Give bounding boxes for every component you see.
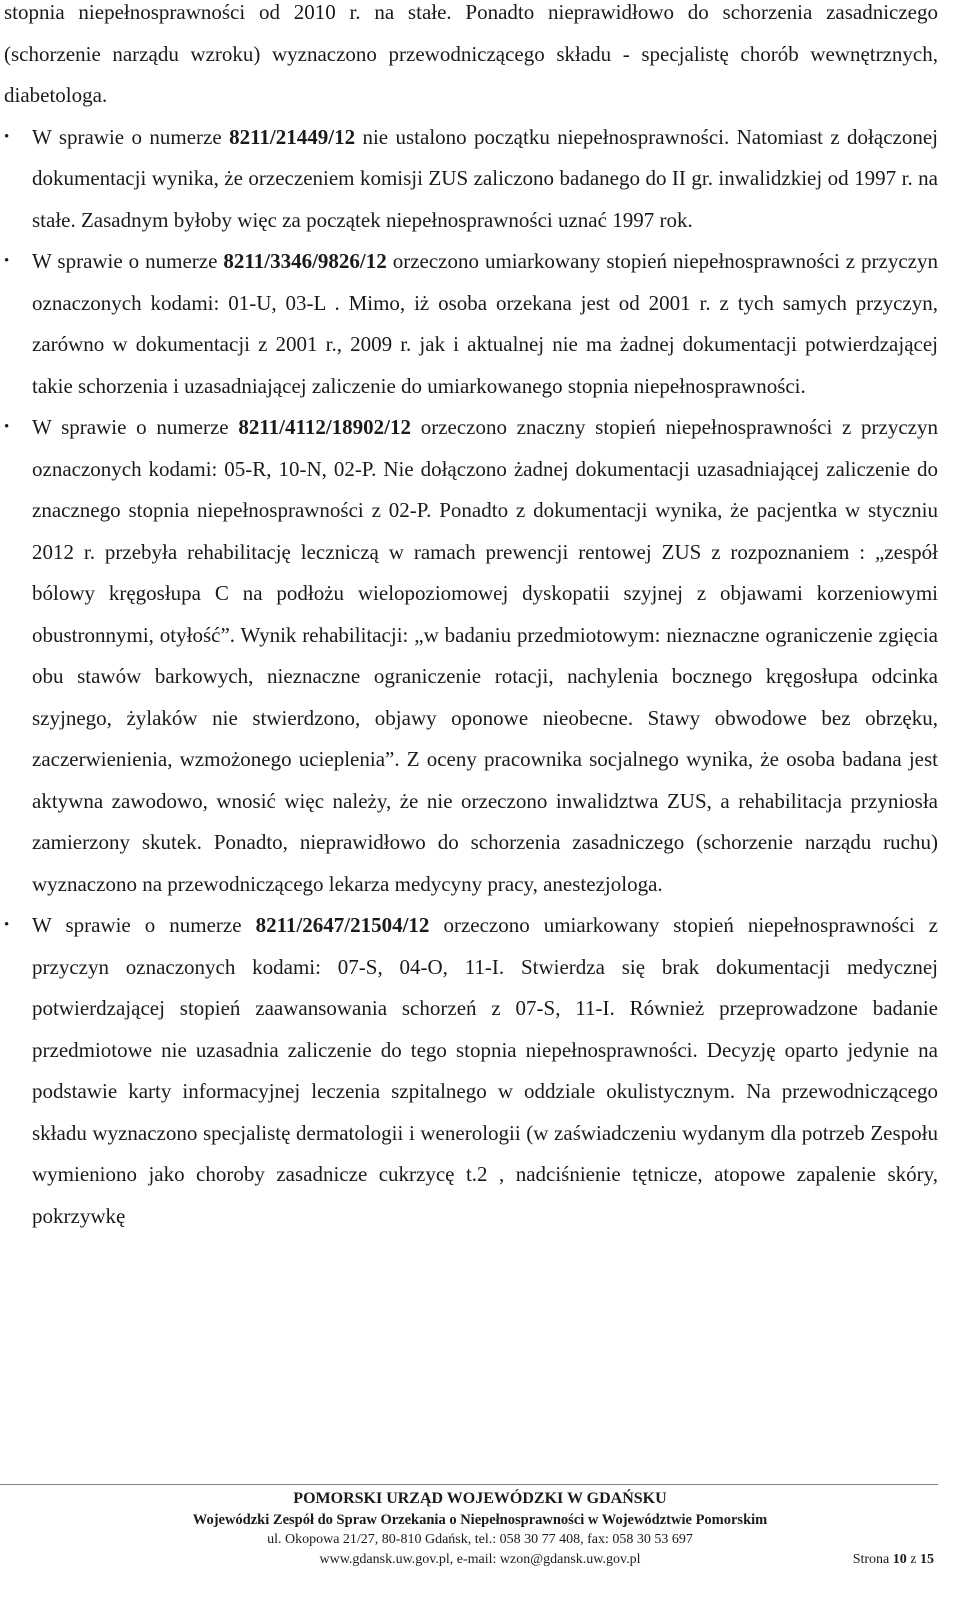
intro-paragraph: stopnia niepełnosprawności od 2010 r. na stałe. Ponadto nieprawidłowo do schorzenia zasadniczego (schorzenie narządu wzroku) wyznaczono przewodniczącego składu - specjalistę chorób wewnętrznych, diabetologa. bbox=[4, 0, 938, 107]
case-number: 8211/2647/21504/12 bbox=[255, 913, 430, 937]
bullet-body: nie ustalono początku niepełnosprawności. Natomiast z dołączonej dokumentacji wynika, że orzeczeniem komisji ZUS zaliczono badanego do II gr. inwalidzkiej od 1997 r. na stałe. Zasadnym byłoby więc za początek niepełnosprawności uznać 1997 rok. bbox=[32, 124, 938, 232]
bullet-text bbox=[32, 407, 938, 905]
bullet-lead: W sprawie o numerze bbox=[32, 415, 239, 439]
bullet-item-4 bbox=[4, 905, 938, 1237]
page-number bbox=[853, 1550, 934, 1570]
page-label: Strona bbox=[852, 1552, 890, 1567]
bullet-body: orzeczono znaczny stopień niepełnosprawności z przyczyn oznaczonych kodami: 05-R, 10-N, 02-P. Nie dołączono żadnej dokumentacji uzasadniającej zaliczenie do znacznego stopnia niepełnosprawności z 02-P. Ponadto z dokumentacji wynika, że pacjentka w styczniu 2012 r. przebyła rehabilitację leczniczą w ramach prewencji rentowej ZUS z rozpoznaniem : „zespół bólowy kręgosłupa C na podłożu wielopoziomowej dyskopatii szyjnej z objawami korzeniowymi obustronnymi, otyłość”. Wynik rehabilitacji: „w badaniu przedmiotowym: nieznaczne ograniczenie zgięcia obu stawów barkowych, nieznaczne ograniczenie rotacji, nachylenia bocznego kręgosłupa odcinka szyjnego, żylaków nie stwierdzono, objawy oponowe nieobecne. Stawy obwodowe bez obrzęku, zaczerwienienia, wzmożonego ucieplenia”. Z oceny pracownika socjalnego wynika, że osoba badana jest aktywna zawodowo, wnosić więc należy, że nie orzeczono inwalidztwa ZUS, a rehabilitacja przyniosła zamierzony skutek. Ponadto, nieprawidłowo do schorzenia zasadniczego (schorzenie narządu ruchu) wyznaczono na przewodniczącego lekarza medycyny pracy, anestezjologa. bbox=[32, 415, 938, 896]
bullet-item-1 bbox=[4, 117, 938, 242]
bullet-lead: W sprawie o numerze bbox=[32, 249, 224, 273]
bullet-lead: W sprawie o numerze bbox=[32, 913, 256, 937]
bullet-lead: W sprawie o numerze bbox=[32, 124, 230, 149]
page-total: 15 bbox=[920, 1552, 934, 1567]
bullet-text bbox=[32, 241, 938, 407]
bullet-item-3 bbox=[4, 407, 938, 905]
footer-divider bbox=[0, 1484, 938, 1485]
footer-web-email: www.gdansk.uw.gov.pl, e-mail: wzon@gdansk.uw.gov.pl bbox=[319, 1552, 641, 1567]
page-footer bbox=[0, 1486, 960, 1570]
bullet-icon: • bbox=[4, 419, 10, 435]
footer-contact-row bbox=[0, 1550, 960, 1570]
bullet-text bbox=[32, 117, 938, 242]
bullet-body: orzeczono umiarkowany stopień niepełnosprawności z przyczyn oznaczonych kodami: 01-U, 03-L . Mimo, iż osoba orzekana jest od 2001 r. z tych samych przyczyn, zarówno w dokumentacji z 2001 r., 2009 r. jak i aktualnej nie ma żadnej dokumentacji potwierdzającej takie schorzenia i uzasadniającej zaliczenie do umiarkowanego stopnia niepełnosprawności. bbox=[32, 249, 938, 398]
bullet-icon: • bbox=[4, 917, 10, 933]
document-body bbox=[4, 0, 938, 1237]
case-number: 8211/4112/18902/12 bbox=[238, 415, 412, 439]
bullet-icon: • bbox=[4, 128, 10, 145]
case-number: 8211/3346/9826/12 bbox=[223, 249, 387, 273]
bullet-body: orzeczono umiarkowany stopień niepełnosprawności z przyczyn oznaczonych kodami: 07-S, 04-O, 11-I. Stwierdza się brak dokumentacji medycznej potwierdzającej stopień zaawansowania schorzeń z 07-S, 11-I. Również przeprowadzone badanie przedmiotowe nie uzasadnia zaliczenie do tego stopnia niepełnosprawności. Decyzję oparto jedynie na podstawie karty informacyjnej leczenia szpitalnego w oddziale okulistycznym. Na przewodniczącego składu wyznaczono specjalistę dermatologii i wenerologii (w zaświadczeniu wydanym dla potrzeb Zespołu wymieniono jako choroby zasadnicze cukrzycę t.2 , nadciśnienie tętnicze, atopowe zapalenie skóry, pokrzywkę bbox=[32, 913, 938, 1228]
page-current: 10 bbox=[892, 1552, 907, 1567]
bullet-text bbox=[32, 905, 938, 1237]
case-number: 8211/21449/12 bbox=[229, 124, 356, 149]
footer-office: POMORSKI URZĄD WOJEWÓDZKI W GDAŃSKU bbox=[293, 1490, 667, 1507]
bullet-item-2 bbox=[4, 241, 938, 407]
footer-address: ul. Okopowa 21/27, 80-810 Gdańsk, tel.: 058 30 77 408, fax: 058 30 53 697 bbox=[267, 1532, 693, 1547]
footer-team: Wojewódzki Zespół do Spraw Orzekania o Niepełnosprawności w Województwie Pomorskim bbox=[192, 1512, 768, 1528]
bullet-icon: • bbox=[4, 253, 10, 269]
page-of: z bbox=[910, 1552, 917, 1567]
